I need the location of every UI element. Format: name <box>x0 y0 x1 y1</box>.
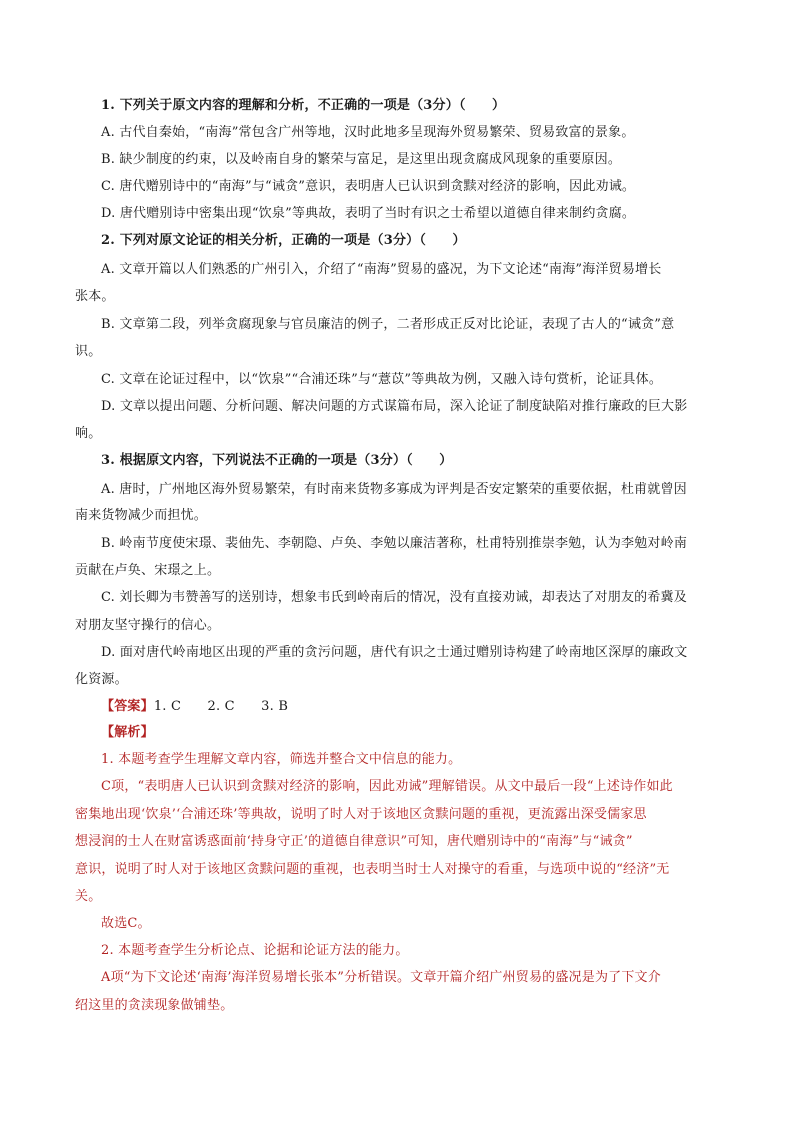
question-3-option-c-cont: 对朋友坚守操行的信心。 <box>75 618 221 633</box>
answer-label: 【答案】 <box>101 699 154 714</box>
question-3-option-b: B. 岭南节度使宋璟、裴伷先、李朝隐、卢奂、李勉以廉洁著称，杜甫特别推崇李勉，认为李勉对岭南 <box>101 536 688 551</box>
analysis-q2-line-2: 绍这里的贪渎现象做铺垫。 <box>75 998 234 1013</box>
question-3-option-c: C. 刘长卿为韦赞善写的送别诗，想象韦氏到岭南后的情况，没有直接劝诫，却表达了对朋友的希冀及 <box>101 590 687 605</box>
answer-value: 1. C 2. C 3. B <box>153 699 289 714</box>
question-2-option-c: C. 文章在论证过程中，以“饮泉”“合浦还珠”与“薏苡”等典故为例，又融入诗句赏析，论证具体。 <box>101 372 663 387</box>
question-2-option-a-cont: 张本。 <box>75 289 115 304</box>
question-1-option-d: D. 唐代赠别诗中密集出现“饮泉”等典故，表明了当时有识之士希望以道德自律来制约贪腐。 <box>101 206 636 221</box>
question-3-stem: 3. 根据原文内容，下列说法不正确的一项是（3分）（ ） <box>101 453 453 468</box>
question-2-option-b: B. 文章第二段，列举贪腐现象与官员廉洁的例子，二者形成正反对比论证，表现了古人的“诫贪”意 <box>101 317 675 332</box>
analysis-label: 【解析】 <box>101 725 154 740</box>
analysis-q1-line-5: 关。 <box>75 889 102 904</box>
analysis-q1-line-1: C项，“表明唐人已认识到贪黩对经济的影响，因此劝诫”理解错误。从文中最后一段“上述诗作如此 <box>101 779 673 794</box>
analysis-q1-intro: 1. 本题考查学生理解文章内容，筛选并整合文中信息的能力。 <box>101 752 462 767</box>
answer-line <box>101 698 288 715</box>
question-3-option-a: A. 唐时，广州地区海外贸易繁荣，有时南来货物多寡成为评判是否安定繁荣的重要依据，杜甫就曾因 <box>101 482 687 497</box>
analysis-q1-conclusion: 故选C。 <box>101 916 151 931</box>
question-3-option-b-cont: 贡献在卢奂、宋璟之上。 <box>75 563 221 578</box>
analysis-q1-line-4: 意识，说明了时人对于该地区贪黩问题的重视，也表明当时士人对操守的看重，与选项中说的“经济”无 <box>75 862 670 877</box>
question-1-stem: 1. 下列关于原文内容的理解和分析，不正确的一项是（3分）（ ） <box>101 98 506 113</box>
question-3-option-d-cont: 化资源。 <box>75 672 128 687</box>
question-2-option-d: D. 文章以提出问题、分析问题、解决问题的方式谋篇布局，深入论证了制度缺陷对推行廉政的巨大影 <box>101 399 688 414</box>
analysis-q1-line-3: 想浸润的士人在财富诱惑面前‘持身守正’的道德自律意识”可知，唐代赠别诗中的“南海”与“诫贪” <box>75 834 633 849</box>
question-3-option-d: D. 面对唐代岭南地区出现的严重的贪污问题，唐代有识之士通过赠别诗构建了岭南地区深厚的廉政文 <box>101 645 688 660</box>
question-2-stem: 2. 下列对原文论证的相关分析，正确的一项是（3分）（ ） <box>101 233 466 248</box>
question-1-option-c: C. 唐代赠别诗中的“南海”与“诫贪”意识，表明唐人已认识到贪黩对经济的影响，因此劝诫。 <box>101 179 636 194</box>
question-1-option-a: A. 古代自秦始，“南海”常包含广州等地，汉时此地多呈现海外贸易繁荣、贸易致富的景象。 <box>101 125 635 140</box>
analysis-q2-intro: 2. 本题考查学生分析论点、论据和论证方法的能力。 <box>101 943 409 958</box>
question-2-option-b-cont: 识。 <box>75 344 102 359</box>
question-2-option-a: A. 文章开篇以人们熟悉的广州引入，介绍了“南海”贸易的盛况，为下文论述“南海”海洋贸易增长 <box>101 262 662 277</box>
question-3-option-a-cont: 南来货物减少而担忧。 <box>75 508 208 523</box>
analysis-q2-line-1: A项“为下文论述‘南海’海洋贸易增长张本”分析错误。文章开篇介绍广州贸易的盛况是为了下文介 <box>101 970 661 985</box>
analysis-q1-line-2: 密集地出现‘饮泉’‘合浦还珠’等典故，说明了时人对于该地区贪黩问题的重视，更流露出深受儒家思 <box>75 807 647 822</box>
question-1-option-b: B. 缺少制度的约束，以及岭南自身的繁荣与富足，是这里出现贪腐成风现象的重要原因。 <box>101 152 622 167</box>
question-2-option-d-cont: 响。 <box>75 426 102 441</box>
